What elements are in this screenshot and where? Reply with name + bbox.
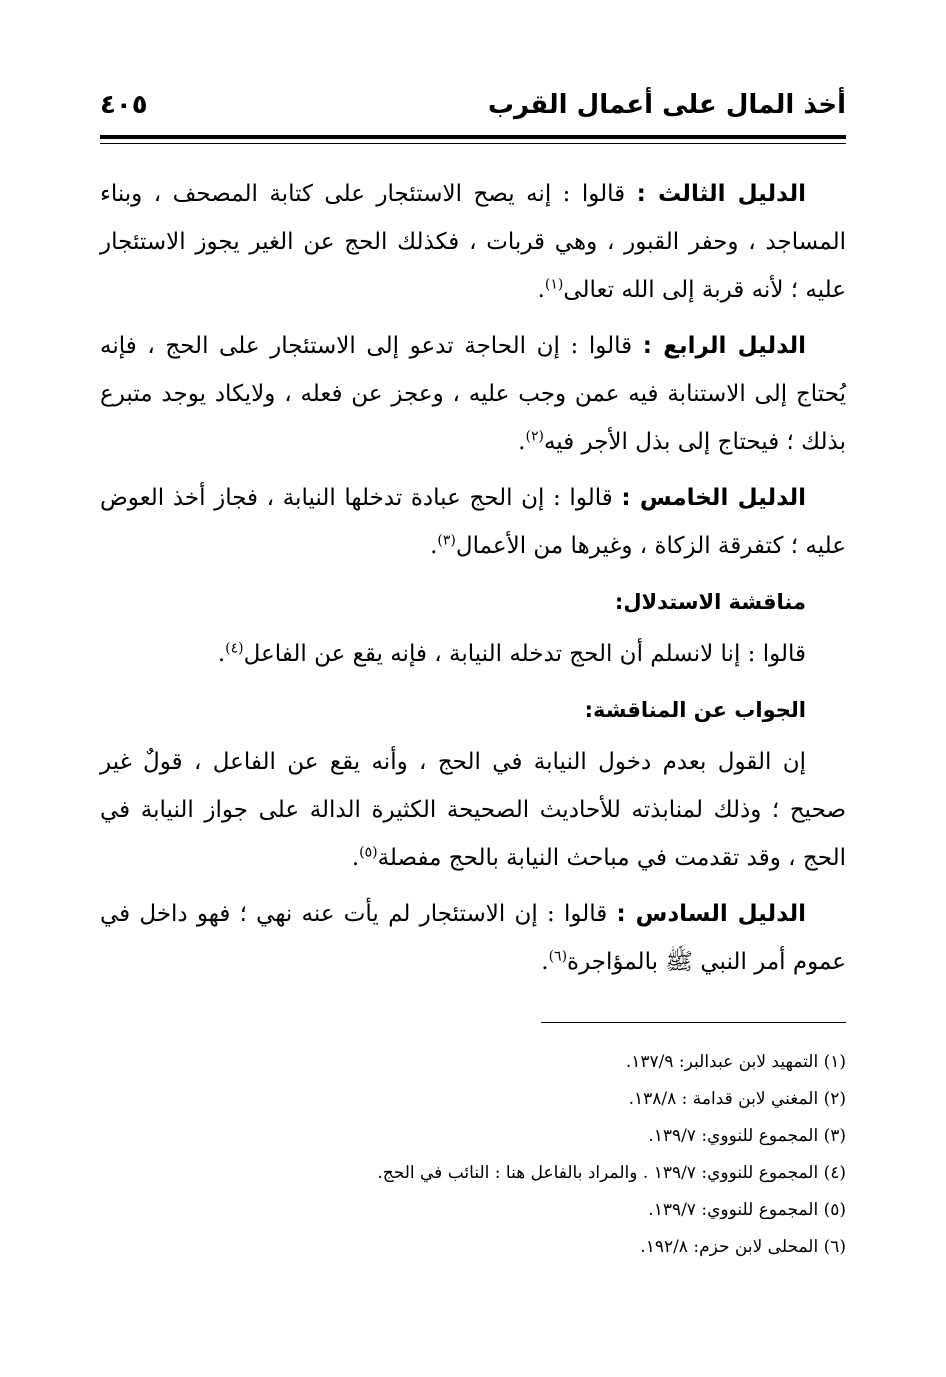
header-rule-thick <box>100 135 846 139</box>
footnote-ref[interactable]: (٥) <box>359 844 378 861</box>
footnote-ref[interactable]: (١) <box>544 276 564 293</box>
paragraph-third-evidence <box>100 170 846 314</box>
paragraph-end: . <box>351 845 360 871</box>
footnote-ref[interactable]: (٦) <box>548 948 568 965</box>
paragraph-sixth-evidence <box>100 890 846 986</box>
section-heading-answer: الجواب عن المناقشة: <box>584 698 806 722</box>
paragraph-label: الدليل السادس : <box>616 901 806 927</box>
paragraph-text: قالوا : إنه يصح الاستئجار على كتابة المصحف ، وبناء المساجد ، وحفر القبور ، وهي قربات ، فكذلك الحج عن الغير يجوز الاستئجار عليه ؛ لأنه قربة إلى الله تعالى <box>100 181 846 303</box>
footnote-3: (٣) المجموع للنووي: ١٣٩/٧. <box>648 1126 846 1146</box>
header-rule-thin <box>100 143 846 144</box>
paragraph-answer <box>100 738 846 882</box>
footnote-2: (٢) المغني لابن قدامة : ١٣٨/٨. <box>628 1089 846 1109</box>
footnote-1: (١) التمهيد لابن عبدالبر: ١٣٧/٩. <box>625 1052 846 1072</box>
paragraph-discussion <box>100 630 846 678</box>
footnote-separator <box>541 1022 846 1023</box>
running-header <box>100 90 846 130</box>
footnote-5: (٥) المجموع للنووي: ١٣٩/٧. <box>648 1200 846 1220</box>
paragraph-label: الدليل الرابع : <box>642 333 806 359</box>
section-heading-discussion: مناقشة الاستدلال: <box>614 590 806 614</box>
paragraph-end: . <box>217 641 226 667</box>
paragraph-label: الدليل الثالث : <box>636 181 806 207</box>
footnote-ref[interactable]: (٤) <box>225 640 244 657</box>
footnote-4: (٤) المجموع للنووي: ١٣٩/٧ . والمراد بالفاعل هنا : النائب في الحج. <box>377 1163 846 1183</box>
paragraph-fourth-evidence <box>100 322 846 466</box>
running-title: أخذ المال على أعمال القرب <box>487 90 846 120</box>
footnotes <box>100 1044 846 1266</box>
paragraph-text: قالوا : إن الاستئجار لم يأت عنه نهي ؛ فهو داخل في عموم أمر النبي ﷺ بالمؤاجرة <box>100 901 846 975</box>
paragraph-text: قالوا : إن الحج عبادة تدخلها النيابة ، فجاز أخذ العوض عليه ؛ كتفرقة الزكاة ، وغيرها من الأعمال <box>100 485 846 559</box>
paragraph-end: . <box>518 429 526 455</box>
paragraph-end: . <box>430 533 438 559</box>
paragraph-label: الدليل الخامس : <box>621 485 806 511</box>
footnote-ref[interactable]: (٢) <box>525 428 544 445</box>
paragraph-text: إن القول بعدم دخول النيابة في الحج ، وأنه يقع عن الفاعل ، قولٌ غير صحيح ؛ وذلك لمنابذته للأحاديث الصحيحة الكثيرة الدالة على جواز النيابة في الحج ، وقد تقدمت في مباحث النيابة بالحج مفصلة <box>100 749 846 871</box>
page-number: ٤٠٥ <box>100 90 148 120</box>
paragraph-text: قالوا : إن الحاجة تدعو إلى الاستئجار على الحج ، فإنه يُحتاج إلى الاستنابة فيه عمن وجب عليه ، وعجز عن فعله ، ولايكاد يوجد متبرع بذلك ؛ فيحتاج إلى بذل الأجر فيه <box>100 333 846 455</box>
paragraph-end: . <box>537 277 545 303</box>
footnote-6: (٦) المحلى لابن حزم: ١٩٢/٨. <box>640 1237 846 1257</box>
paragraph-end: . <box>541 949 549 975</box>
footnote-ref[interactable]: (٣) <box>437 532 456 549</box>
paragraph-text: قالوا : إنا لانسلم أن الحج تدخله النيابة ، فإنه يقع عن الفاعل <box>243 641 806 667</box>
paragraph-fifth-evidence <box>100 474 846 570</box>
main-text <box>100 170 846 994</box>
